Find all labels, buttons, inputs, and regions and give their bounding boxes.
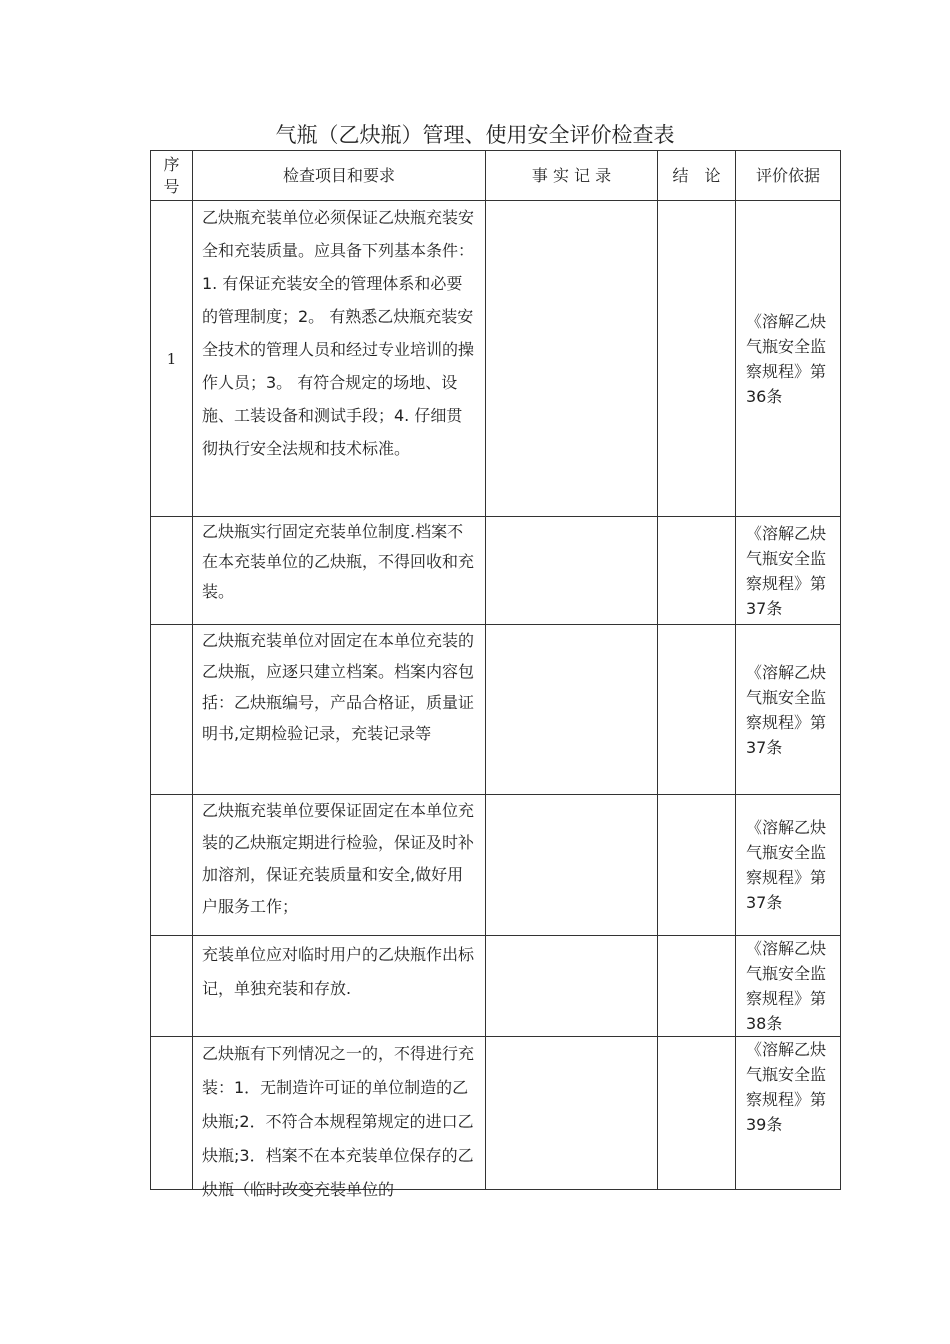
table-row (151, 517, 841, 625)
checklist-table (150, 150, 841, 1199)
row-record (486, 795, 658, 936)
row-item: 乙炔瓶实行固定充装单位制度.档案不在本充装单位的乙炔瓶，不得回收和充装。 (193, 517, 486, 625)
header-seq: 序号 (151, 151, 193, 201)
row-item: 充装单位应对临时用户的乙炔瓶作出标记，单独充装和存放. (193, 936, 486, 1037)
table-row (151, 1037, 841, 1190)
row-record (486, 201, 658, 517)
row-basis: 《溶解乙炔气瓶安全监察规程》第38条 (736, 936, 841, 1037)
row-seq (151, 936, 193, 1037)
row-record (486, 517, 658, 625)
table-row (151, 936, 841, 1037)
header-row (151, 151, 841, 201)
row-record (486, 1037, 658, 1190)
row-conclusion (658, 1037, 736, 1190)
row-record (486, 625, 658, 795)
row-item: 乙炔瓶充装单位对固定在本单位充装的乙炔瓶，应逐只建立档案。档案内容包括：乙炔瓶编号，产品合格证，质量证明书,定期检验记录，充装记录等 (193, 625, 486, 795)
row-conclusion (658, 795, 736, 936)
header-conclusion: 结 论 (658, 151, 736, 201)
row-item: 乙炔瓶充装单位要保证固定在本单位充装的乙炔瓶定期进行检验，保证及时补加溶剂，保证充装质量和安全,做好用户服务工作； (193, 795, 486, 936)
row-seq (151, 795, 193, 936)
table-row (151, 201, 841, 517)
page-title: 气瓶（乙炔瓶）管理、使用安全评价检查表 (275, 123, 675, 147)
header-basis: 评价依据 (736, 151, 841, 201)
header-record: 事 实 记 录 (486, 151, 658, 201)
row-item: 乙炔瓶充装单位必须保证乙炔瓶充装安全和充装质量。应具备下列基本条件：1. 有保证充装安全的管理体系和必要的管理制度；2。 有熟悉乙炔瓶充装安全技术的管理人员和经过专业培训的操作人员；3。 有符合规定的场地、设施、工装设备和测试手段；4. 仔细贯彻执行安全法规和技术标准。 (193, 201, 486, 517)
row-record (486, 936, 658, 1037)
row-item-text: 乙炔瓶有下列情况之一的，不得进行充装：1．无制造许可证的单位制造的乙炔瓶;2．不符合本规程第规定的进口乙炔瓶;3．档案不在本充装单位保存的乙炔瓶（临时改变充装单位的 (202, 1044, 475, 1199)
row-seq: 1 (151, 201, 193, 517)
row-item (193, 1037, 486, 1199)
row-seq (151, 1037, 193, 1190)
row-basis: 《溶解乙炔气瓶安全监察规程》第37条 (736, 795, 841, 936)
row-conclusion (658, 625, 736, 795)
row-basis: 《溶解乙炔气瓶安全监察规程》第37条 (736, 517, 841, 625)
row-conclusion (658, 201, 736, 517)
table-row (151, 795, 841, 936)
row-seq (151, 625, 193, 795)
row-conclusion (658, 936, 736, 1037)
row-conclusion (658, 517, 736, 625)
header-item: 检查项目和要求 (193, 151, 486, 201)
row-basis: 《溶解乙炔气瓶安全监察规程》第37条 (736, 625, 841, 795)
row-basis: 《溶解乙炔气瓶安全监察规程》第39条 (736, 1037, 841, 1190)
row-seq (151, 517, 193, 625)
row-basis: 《溶解乙炔气瓶安全监察规程》第36条 (736, 201, 841, 517)
table-row (151, 625, 841, 795)
